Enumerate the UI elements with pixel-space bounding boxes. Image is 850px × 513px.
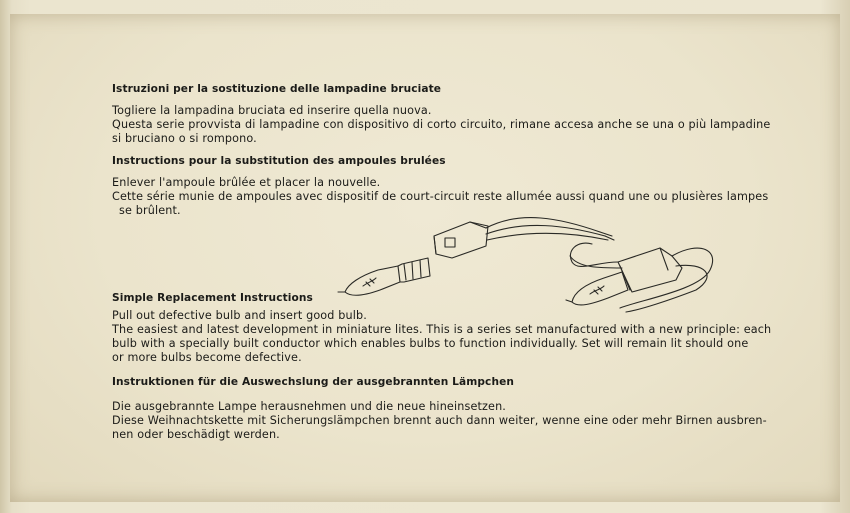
french-line-3: se brûlent. <box>119 204 181 217</box>
english-line-2: The easiest and latest development in miniature lites. This is a series set manufactured with a new principle: each <box>112 323 772 336</box>
french-line-2: Cette série munie de ampoules avec dispositif de court-circuit reste allumée aussi quand une ou plusières lampes <box>112 190 769 203</box>
italian-line-3: si bruciano o si rompono. <box>112 132 257 145</box>
german-heading: Instruktionen für die Auswechslung der ausgebrannten Lämpchen <box>112 376 515 388</box>
socketed-bulb-icon <box>566 243 713 312</box>
french-heading: Instructions pour la substitution des ampoules brulées <box>112 155 446 167</box>
german-line-1: Die ausgebrannte Lampe herausnehmen und die neue hineinsetzen. <box>112 400 507 413</box>
socket-icon <box>434 218 614 258</box>
italian-line-1: Togliere la lampadina bruciata ed inserire quella nuova. <box>112 104 432 117</box>
english-line-4: or more bulbs become defective. <box>112 351 302 364</box>
italian-heading: Istruzioni per la sostituzione delle lampadine bruciate <box>112 83 442 95</box>
french-line-1: Enlever l'ampoule brûlée et placer la nouvelle. <box>112 176 381 189</box>
german-line-3: nen oder beschädigt werden. <box>112 428 280 441</box>
english-line-3: bulb with a specially built conductor which enables bulbs to function individually. Set will remain lit should one <box>112 337 749 350</box>
english-line-1: Pull out defective bulb and insert good bulb. <box>112 309 367 322</box>
loose-bulb-icon <box>338 258 430 295</box>
italian-line-2: Questa serie provvista di lampadine con dispositivo di corto circuito, rimane accesa anche se una o più lampadine <box>112 118 771 131</box>
german-line-2: Diese Weihnachtskette mit Sicherungslämpchen brennt auch dann weiter, wenne eine oder mehr Birnen ausbren- <box>112 414 767 427</box>
english-heading: Simple Replacement Instructions <box>112 292 313 304</box>
